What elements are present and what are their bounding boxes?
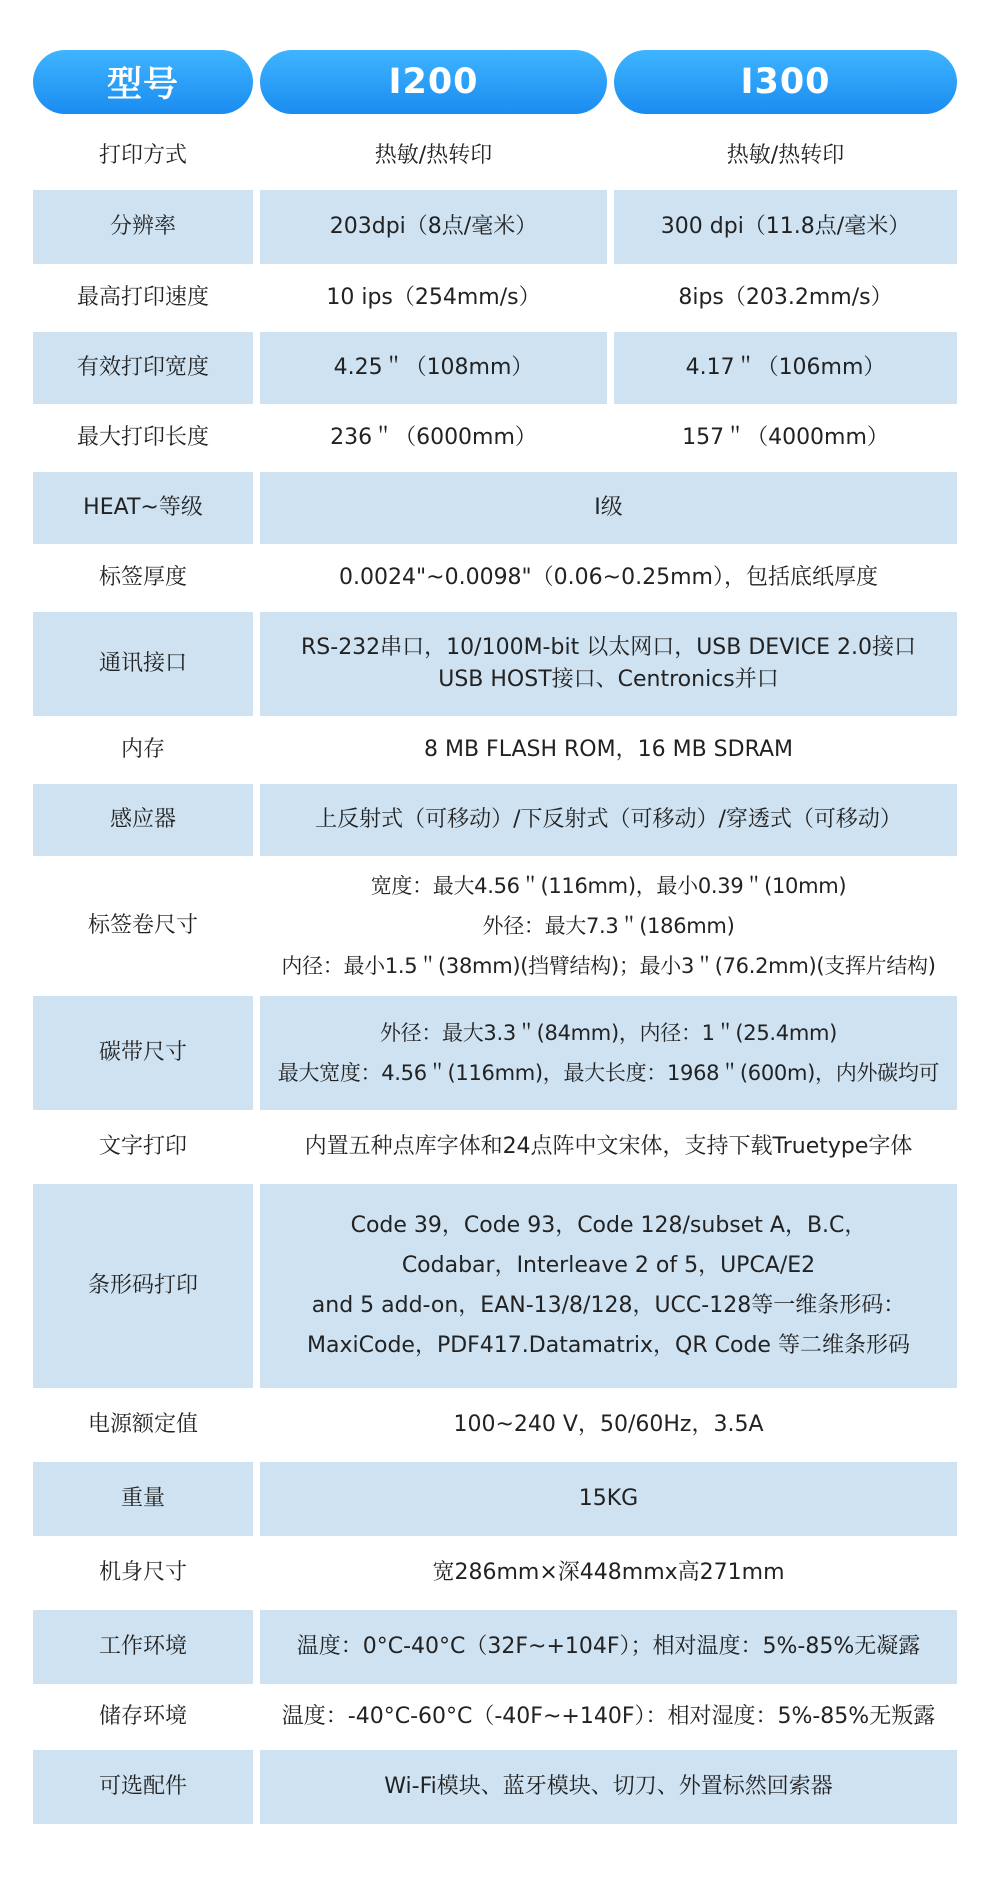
print-length-i300: 157＂（4000mm） [682, 425, 889, 451]
storage-env-value: 温度：-40°C-60°C（-40F~+140F）：相对湿度：5%-85%无叛露 [281, 1704, 936, 1730]
barcode-label: 条形码打印 [33, 1184, 253, 1388]
memory-value: 8 MB FLASH ROM，16 MB SDRAM [424, 737, 793, 763]
memory-label: 内存 [120, 737, 165, 763]
dimensions-value: 宽286mm×深448mmx高271mm [432, 1560, 785, 1586]
heat-grade-value: I级 [260, 472, 957, 544]
model-i300-header: I300 [614, 50, 957, 114]
sensor-label: 感应器 [33, 784, 253, 856]
accessories-label: 可选配件 [33, 1750, 253, 1824]
model-header: 型号 [33, 50, 253, 114]
ribbon-label: 碳带尺寸 [33, 996, 253, 1110]
print-width-label: 有效打印宽度 [33, 332, 253, 404]
sensor-value: 上反射式（可移动）/下反射式（可移动）/穿透式（可移动） [260, 784, 957, 856]
max-speed-i200: 10 ips（254mm/s） [326, 285, 541, 311]
barcode-value [260, 1184, 957, 1388]
barcode-line: MaxiCode，PDF417.Datamatrix，QR Code 等二维条形码 [307, 1333, 910, 1358]
ribbon-line: 最大宽度：4.56＂(116mm)，最大长度：1968＂(600m)，内外碳均可 [277, 1061, 940, 1085]
spec-table [33, 50, 957, 1824]
text-print-label: 文字打印 [98, 1134, 187, 1160]
max-speed-label: 最高打印速度 [76, 285, 209, 311]
barcode-line: Codabar，Interleave 2 of 5，UPCA/E2 [401, 1253, 816, 1278]
power-label: 电源额定值 [87, 1412, 198, 1438]
storage-env-label: 储存环境 [98, 1704, 187, 1730]
print-width-i200: 4.25＂（108mm） [260, 332, 607, 404]
print-method-i300: 热敏/热转印 [726, 143, 845, 169]
ribbon-line: 外径：最大3.3＂(84mm)，内径：1＂(25.4mm) [379, 1021, 838, 1045]
print-method-label: 打印方式 [98, 143, 187, 169]
interface-line: RS-232串口，10/100M-bit 以太网口，USB DEVICE 2.0接口 [301, 635, 916, 661]
print-length-i200: 236＂（6000mm） [330, 425, 537, 451]
label-thickness-label: 标签厚度 [98, 565, 187, 591]
model-i200-header: I200 [260, 50, 607, 114]
text-print-value: 内置五种点库字体和24点阵中文宋体，支持下载Truetype字体 [304, 1134, 913, 1160]
interface-line: USB HOST接口、Centronics并口 [438, 667, 779, 692]
label-roll-line: 外径：最大7.3＂(186mm) [482, 914, 735, 938]
interface-value [260, 612, 957, 716]
resolution-label: 分辨率 [33, 190, 253, 264]
print-width-i300: 4.17＂（106mm） [614, 332, 957, 404]
work-env-value: 温度：0°C-40°C（32F~+104F）；相对温度：5%-85%无凝露 [260, 1610, 957, 1684]
ribbon-value [260, 996, 957, 1110]
barcode-line: and 5 add-on，EAN-13/8/128，UCC-128等一维条形码： [311, 1293, 906, 1318]
label-roll-label: 标签卷尺寸 [87, 913, 198, 939]
power-value: 100~240 V，50/60Hz，3.5A [453, 1412, 764, 1438]
print-method-i200: 热敏/热转印 [374, 143, 493, 169]
resolution-i300: 300 dpi（11.8点/毫米） [614, 190, 957, 264]
label-thickness-value: 0.0024"~0.0098"（0.06~0.25mm），包括底纸厚度 [339, 565, 878, 591]
heat-grade-label: HEAT~等级 [33, 472, 253, 544]
print-length-label: 最大打印长度 [76, 425, 209, 451]
resolution-i200: 203dpi（8点/毫米） [260, 190, 607, 264]
label-roll-line: 宽度：最大4.56＂(116mm)，最小0.39＂(10mm) [370, 874, 847, 898]
work-env-label: 工作环境 [33, 1610, 253, 1684]
interface-label: 通讯接口 [33, 612, 253, 716]
weight-value: 15KG [260, 1462, 957, 1536]
label-roll-line: 内径：最小1.5＂(38mm)(挡臂结构)；最小3＂(76.2mm)(支挥片结构) [281, 954, 936, 978]
max-speed-i300: 8ips（203.2mm/s） [678, 285, 893, 311]
accessories-value: Wi-Fi模块、蓝牙模块、切刀、外置标然回索器 [260, 1750, 957, 1824]
barcode-line: Code 39，Code 93，Code 128/subset A，B.C， [350, 1213, 867, 1238]
dimensions-label: 机身尺寸 [98, 1560, 187, 1586]
label-roll-value [260, 856, 957, 996]
weight-label: 重量 [33, 1462, 253, 1536]
